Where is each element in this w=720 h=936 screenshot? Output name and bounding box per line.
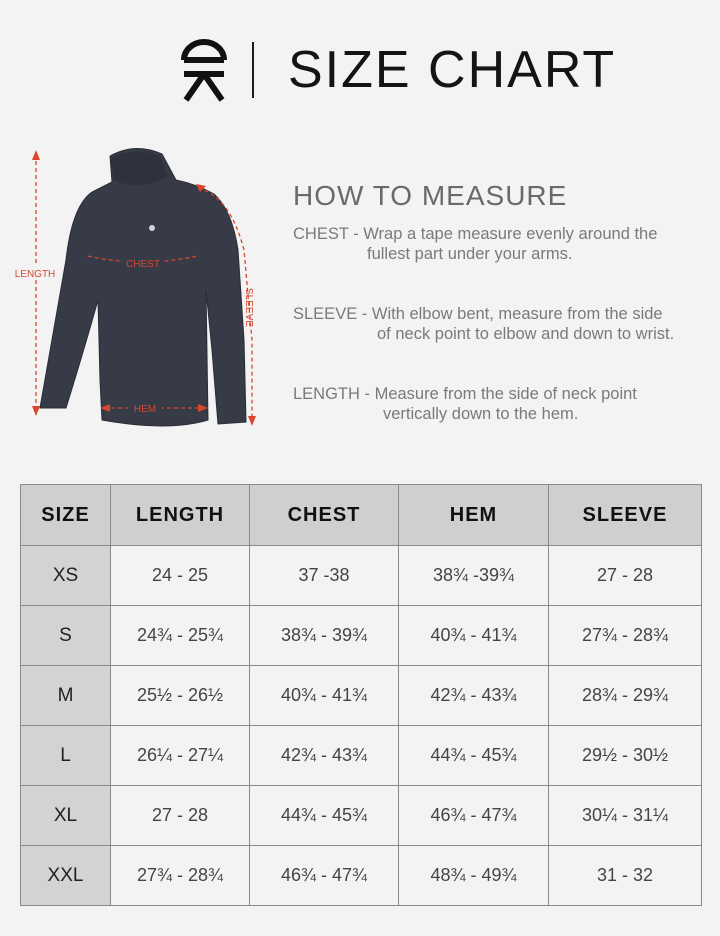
table-row <box>21 546 702 606</box>
hem-label: HEM <box>133 404 157 415</box>
chest-instruction <box>293 224 713 264</box>
chest-cell: 38¾ - 39¾ <box>250 606 399 666</box>
sleeve-instruction-line1: SLEEVE - With elbow bent, measure from the side <box>293 305 663 323</box>
length-cell: 24¾ - 25¾ <box>111 606 250 666</box>
chest-cell: 44¾ - 45¾ <box>250 786 399 846</box>
table-row <box>21 606 702 666</box>
sleeve-cell: 31 - 32 <box>549 846 702 906</box>
sleeve-label: SLEEVE <box>243 288 254 327</box>
hem-cell: 42¾ - 43¾ <box>399 666 549 726</box>
chest-cell: 42¾ - 43¾ <box>250 726 399 786</box>
length-cell: 24 - 25 <box>111 546 250 606</box>
length-cell: 25½ - 26½ <box>111 666 250 726</box>
hem-cell: 38¾ -39¾ <box>399 546 549 606</box>
size-cell: XS <box>21 546 111 606</box>
length-cell: 26¼ - 27¼ <box>111 726 250 786</box>
size-cell: L <box>21 726 111 786</box>
header-divider <box>252 42 254 98</box>
hem-cell: 48¾ - 49¾ <box>399 846 549 906</box>
sleeve-instruction <box>293 304 713 344</box>
brand-logo-icon <box>180 38 228 104</box>
how-to-measure-title: HOW TO MEASURE <box>293 180 568 211</box>
size-cell: XL <box>21 786 111 846</box>
page-title: SIZE CHART <box>288 41 617 99</box>
chest-label: CHEST <box>126 259 160 270</box>
chest-cell: 40¾ - 41¾ <box>250 666 399 726</box>
sleeve-cell: 27 - 28 <box>549 546 702 606</box>
sleeve-instruction-line2: of neck point to elbow and down to wrist. <box>377 325 675 343</box>
sleeve-cell: 28¾ - 29¾ <box>549 666 702 726</box>
hoodie-shirt-icon <box>40 148 246 426</box>
length-cell: 27 - 28 <box>111 786 250 846</box>
chest-cell: 37 -38 <box>250 546 399 606</box>
how-to-measure <box>293 180 713 464</box>
length-label: LENGTH <box>14 269 56 280</box>
chest-cell: 46¾ - 47¾ <box>250 846 399 906</box>
chest-instruction-line1: CHEST - Wrap a tape measure evenly around the <box>293 225 658 243</box>
length-instruction <box>293 384 713 424</box>
length-instruction-line2: vertically down to the hem. <box>383 405 579 423</box>
table-row <box>21 726 702 786</box>
header-sleeve: SLEEVE <box>549 485 702 546</box>
sleeve-cell: 30¼ - 31¼ <box>549 786 702 846</box>
hoodie-figure <box>0 140 270 440</box>
chest-instruction-line2: fullest part under your arms. <box>367 245 573 263</box>
length-cell: 27¾ - 28¾ <box>111 846 250 906</box>
length-instruction-line1: LENGTH - Measure from the side of neck point <box>293 385 637 403</box>
size-cell: M <box>21 666 111 726</box>
header-hem: HEM <box>399 485 549 546</box>
sleeve-cell: 29½ - 30½ <box>549 726 702 786</box>
hem-cell: 46¾ - 47¾ <box>399 786 549 846</box>
hem-cell: 44¾ - 45¾ <box>399 726 549 786</box>
size-cell: S <box>21 606 111 666</box>
table-header-row <box>21 485 702 546</box>
sleeve-cell: 27¾ - 28¾ <box>549 606 702 666</box>
table-row <box>21 846 702 906</box>
header-length: LENGTH <box>111 485 250 546</box>
header <box>0 0 720 130</box>
header-size: SIZE <box>21 485 111 546</box>
size-table <box>20 484 702 906</box>
table-row <box>21 786 702 846</box>
header-chest: CHEST <box>250 485 399 546</box>
table-row <box>21 666 702 726</box>
hem-cell: 40¾ - 41¾ <box>399 606 549 666</box>
size-cell: XXL <box>21 846 111 906</box>
